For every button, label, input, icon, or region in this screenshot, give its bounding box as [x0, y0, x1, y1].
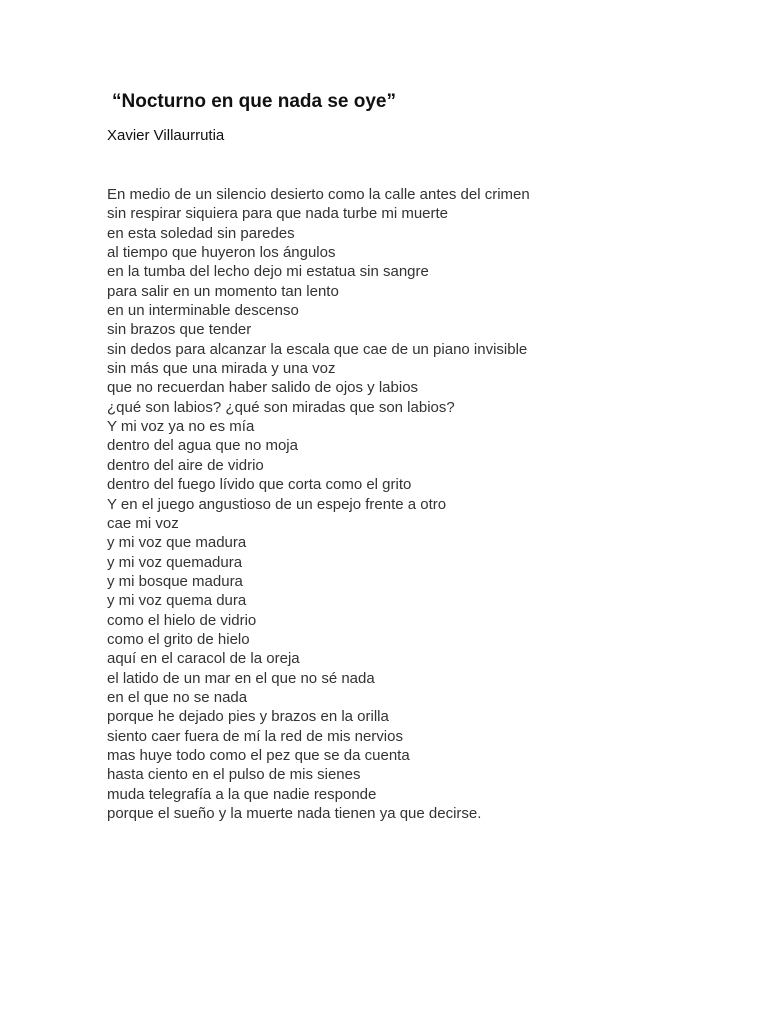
- poem-line: sin respirar siquiera para que nada turbe mi muerte: [107, 205, 449, 223]
- poem-line: aquí en el caracol de la oreja: [107, 650, 300, 668]
- poem-line: como el grito de hielo: [107, 630, 250, 648]
- poem-line: muda telegrafía a la que nadie responde: [107, 785, 377, 803]
- poem-line: al tiempo que huyeron los ángulos: [107, 244, 336, 262]
- poem-line: que no recuerdan haber salido de ojos y labios: [107, 379, 419, 397]
- poem-line: en esta soledad sin paredes: [107, 224, 295, 242]
- poem-line: sin dedos para alcanzar la escala que cae de un piano invisible: [107, 340, 528, 358]
- poem-line: en el que no se nada: [107, 688, 248, 706]
- poem-line: ¿qué son labios? ¿qué son miradas que son labios?: [107, 398, 455, 416]
- poem-line: y mi bosque madura: [107, 572, 243, 590]
- poem-line: y mi voz quema dura: [107, 592, 247, 610]
- poem-line: en la tumba del lecho dejo mi estatua sin sangre: [107, 263, 429, 281]
- poem-line: mas huye todo como el pez que se da cuenta: [107, 746, 410, 764]
- poem-author: Xavier Villaurrutia: [107, 127, 225, 144]
- poem-line: cae mi voz: [107, 514, 179, 532]
- poem-line: sin más que una mirada y una voz: [107, 360, 336, 378]
- poem-line: siento caer fuera de mí la red de mis nervios: [107, 727, 403, 745]
- poem-line: el latido de un mar en el que no sé nada: [107, 669, 375, 687]
- poem-line: porque el sueño y la muerte nada tienen ya que decirse.: [107, 805, 482, 822]
- poem-line: dentro del agua que no moja: [107, 437, 298, 455]
- poem-line: y mi voz quemadura: [107, 553, 243, 571]
- poem-line: En medio de un silencio desierto como la calle antes del crimen: [107, 186, 530, 203]
- poem-line: y mi voz que madura: [107, 534, 247, 552]
- poem-line: para salir en un momento tan lento: [107, 282, 339, 300]
- poem-line: hasta ciento en el pulso de mis sienes: [107, 766, 361, 784]
- poem-line: dentro del aire de vidrio: [107, 456, 264, 474]
- poem-line: dentro del fuego lívido que corta como el grito: [107, 476, 412, 494]
- poem-title: “Nocturno en que nada se oye”: [112, 91, 396, 112]
- poem-line: Y en el juego angustioso de un espejo frente a otro: [107, 495, 447, 513]
- poem-line: Y mi voz ya no es mía: [107, 418, 255, 436]
- poem-line: porque he dejado pies y brazos en la orilla: [107, 708, 389, 726]
- poem-line: en un interminable descenso: [107, 302, 299, 320]
- poem-line: como el hielo de vidrio: [107, 611, 257, 629]
- poem-body: [107, 185, 530, 823]
- poem-line: sin brazos que tender: [107, 321, 252, 339]
